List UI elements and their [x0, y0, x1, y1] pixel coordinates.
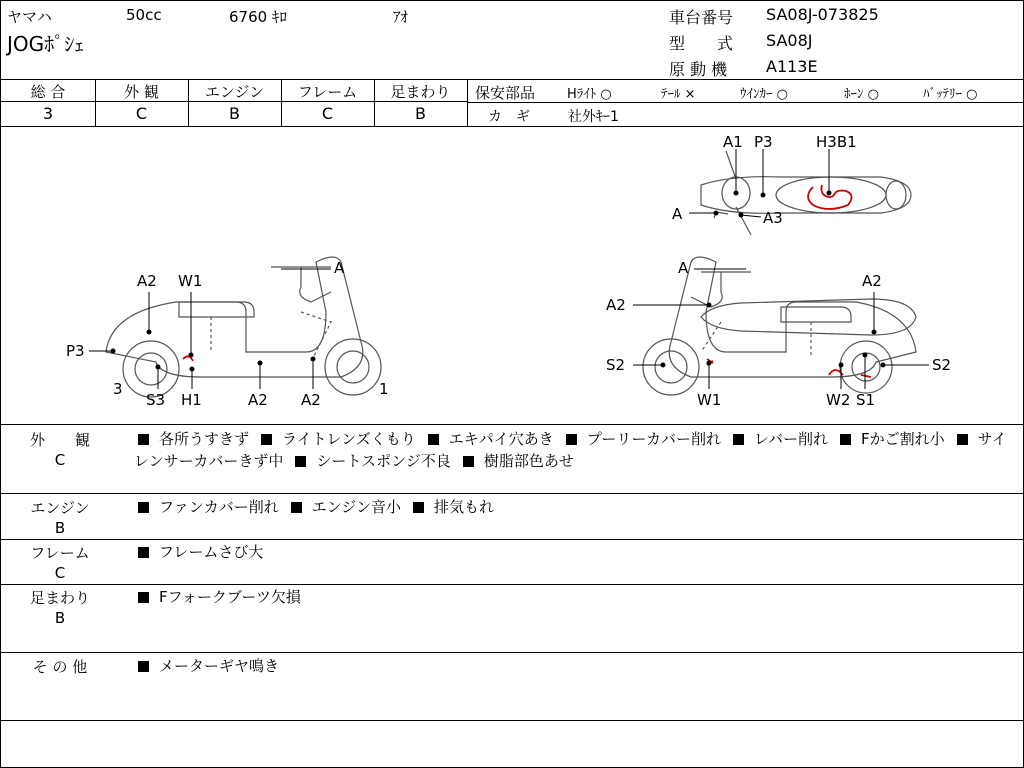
note-engine-items: ファンカバー削れ エンジン音小 排気もれ	[134, 496, 1014, 518]
safety-tail: ﾃｰﾙ ×	[661, 87, 696, 102]
maker: ヤマハ	[7, 8, 52, 26]
status-circle-icon: ○	[776, 87, 788, 102]
safety-winker: ｳｲﾝｶｰ ○	[740, 87, 788, 102]
label-a1: A1	[723, 133, 743, 151]
note-exterior-label: 外 観	[29, 431, 90, 449]
scooter-diagram	[1, 127, 1023, 423]
model-name: JOGﾎﾟｼｪ	[7, 32, 85, 56]
note-exterior-items: 各所うすきず ライトレンズくもり エキパイ穴あき プーリーカバー削れ レバー削れ Fかご割れ小 サイレンサーカバーきず中 シートスポンジ不良 樹脂部色あせ	[134, 430, 1007, 470]
label-w1: W1	[697, 391, 722, 409]
grade-exterior-label: 外 観	[124, 83, 159, 101]
grade-suspension-label: 足まわり	[390, 83, 451, 101]
label-s2: S2	[932, 356, 952, 374]
status-circle-icon: ○	[867, 87, 879, 102]
grade-engine-label: エンジン	[204, 83, 265, 101]
displacement: 50cc	[126, 6, 162, 24]
note-frame-grade: C	[54, 564, 66, 582]
note-frame-items: フレームさび大	[134, 541, 1014, 563]
note-exterior-grade: C	[54, 451, 66, 469]
status-circle-icon: ○	[600, 87, 612, 102]
grade-total-value: 3	[42, 104, 54, 123]
damage-mark-top	[808, 185, 852, 209]
note-engine-grade: B	[54, 519, 66, 537]
label-s1: S1	[856, 391, 876, 409]
label-a: A	[672, 205, 683, 223]
label-3: 3	[113, 380, 123, 398]
grade-engine-value: B	[229, 104, 240, 123]
label-a: A	[334, 259, 345, 277]
label-1: 1	[379, 380, 389, 398]
note-engine-label: エンジン	[30, 499, 90, 517]
frame-no-label: 車台番号	[669, 8, 734, 27]
type-value: SA08J	[766, 31, 813, 50]
safety-hlight: Hﾗｲﾄ ○	[567, 87, 612, 102]
safety-title: 保安部品	[475, 84, 536, 102]
label-w1: W1	[178, 272, 203, 290]
color: ｱｵ	[393, 8, 409, 26]
status-circle-icon: ○	[966, 87, 978, 102]
note-frame-label: フレーム	[30, 544, 90, 562]
label-p3: P3	[66, 342, 85, 360]
label-a2: A2	[137, 272, 157, 290]
grade-exterior-value: C	[135, 104, 148, 123]
safety-horn: ﾎｰﾝ ○	[844, 87, 879, 102]
label-a2: A2	[862, 272, 882, 290]
label-a2: A2	[606, 296, 626, 314]
note-suspension-grade: B	[54, 609, 66, 627]
engine-label: 原 動 機	[669, 60, 728, 79]
label-a3: A3	[763, 209, 783, 227]
label-s2: S2	[606, 356, 626, 374]
frame-no: SA08J-073825	[766, 5, 879, 24]
safety-battery: ﾊﾞｯﾃﾘｰ ○	[923, 87, 978, 102]
engine-value: A113E	[766, 57, 818, 76]
grade-suspension-value: B	[415, 104, 426, 123]
note-suspension-label: 足まわり	[29, 589, 90, 607]
label-s3: S3	[146, 391, 166, 409]
note-suspension-items: Fフォークブーツ欠損	[134, 586, 1014, 608]
grade-frame-value: C	[321, 104, 334, 123]
key-label: カ ギ	[488, 109, 530, 125]
label-w2: W2	[826, 391, 851, 409]
grade-frame-label: フレーム	[297, 83, 358, 101]
label-a2: A2	[301, 391, 321, 409]
label-h3b1: H3B1	[816, 133, 857, 151]
status-cross-icon: ×	[684, 87, 696, 102]
label-p3: P3	[754, 133, 773, 151]
label-a: A	[678, 259, 689, 277]
note-other-label: そ の 他	[32, 658, 88, 676]
mileage: 6760 ｷﾛ	[229, 8, 287, 26]
grade-total-label: 総 合	[30, 83, 66, 101]
label-h1: H1	[181, 391, 202, 409]
note-other-items: メーターギヤ鳴き	[134, 655, 1014, 677]
type-label: 型 式	[669, 34, 734, 53]
key-value: 社外ｷｰ1	[568, 109, 619, 125]
label-a2: A2	[248, 391, 268, 409]
